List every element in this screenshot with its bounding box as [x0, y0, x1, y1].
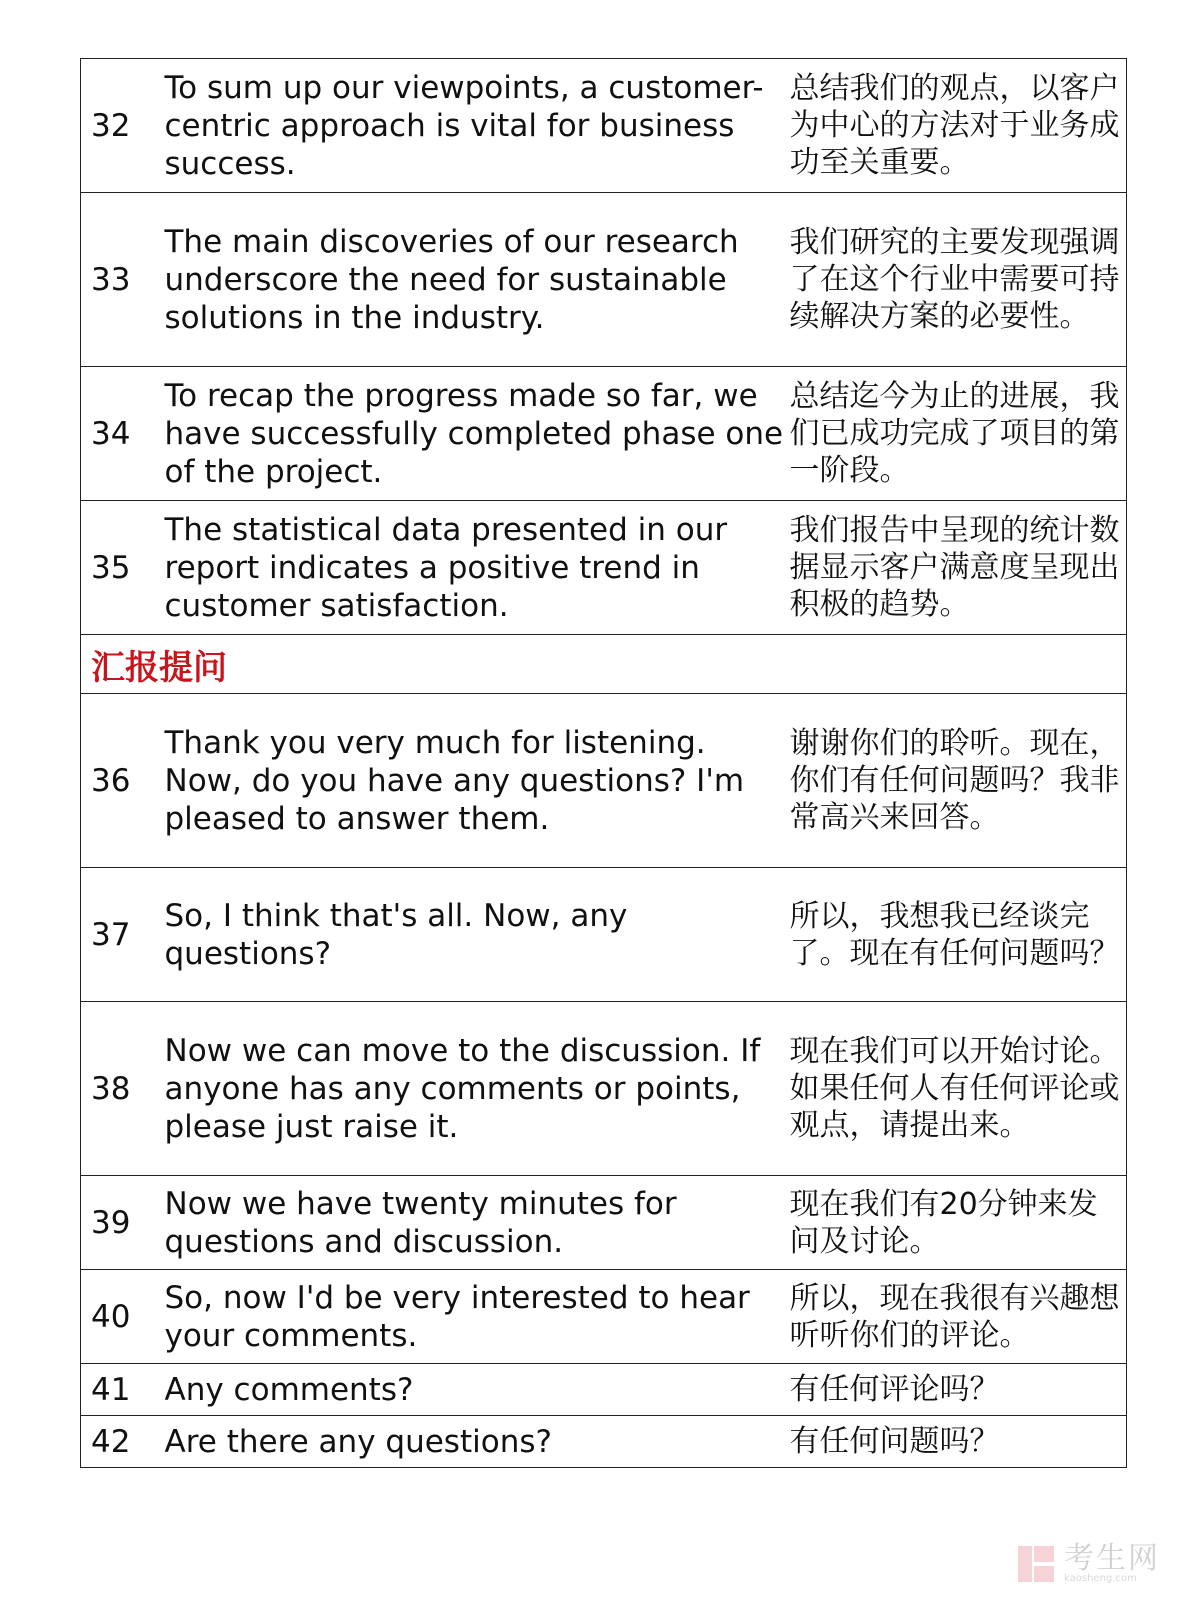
row-number: 34 — [81, 367, 165, 501]
chinese-translation: 总结我们的观点，以客户为中心的方法对于业务成功至关重要。 — [790, 59, 1127, 193]
row-number: 42 — [81, 1416, 165, 1468]
english-phrase: So, now I'd be very interested to hear your comments. — [165, 1270, 790, 1364]
chinese-translation: 有任何评论吗？ — [790, 1364, 1127, 1416]
row-number: 38 — [81, 1002, 165, 1176]
chinese-translation: 现在我们有20分钟来发问及讨论。 — [790, 1176, 1127, 1270]
chinese-translation: 有任何问题吗？ — [790, 1416, 1127, 1468]
english-phrase: So, I think that's all. Now, any questions? — [165, 868, 790, 1002]
english-phrase: Thank you very much for listening. Now, do you have any questions? I'm pleased to answer them. — [165, 694, 790, 868]
row-number: 33 — [81, 193, 165, 367]
table-row — [81, 1270, 1127, 1364]
chinese-translation: 所以，现在我很有兴趣想听听你们的评论。 — [790, 1270, 1127, 1364]
table-row — [81, 868, 1127, 1002]
phrase-table — [80, 58, 1127, 1468]
row-number: 40 — [81, 1270, 165, 1364]
chinese-translation: 总结迄今为止的进展，我们已成功完成了项目的第一阶段。 — [790, 367, 1127, 501]
table-row — [81, 501, 1127, 635]
table-row — [81, 1416, 1127, 1468]
english-phrase: The statistical data presented in our report indicates a positive trend in customer satisfaction. — [165, 501, 790, 635]
chinese-translation: 现在我们可以开始讨论。如果任何人有任何评论或观点，请提出来。 — [790, 1002, 1127, 1176]
chinese-translation: 所以，我想我已经谈完了。现在有任何问题吗？ — [790, 868, 1127, 1002]
watermark-cn: 考生网 — [1064, 1541, 1160, 1576]
watermark — [1016, 1541, 1160, 1584]
watermark-en: kaosheng.com — [1064, 1573, 1137, 1584]
table-row — [81, 1002, 1127, 1176]
english-phrase: Any comments? — [165, 1364, 790, 1416]
row-number: 41 — [81, 1364, 165, 1416]
row-number: 32 — [81, 59, 165, 193]
section-header-row — [81, 635, 1127, 694]
table-row — [81, 1176, 1127, 1270]
chinese-translation: 我们报告中呈现的统计数据显示客户满意度呈现出积极的趋势。 — [790, 501, 1127, 635]
kaosheng-logo-icon — [1016, 1544, 1056, 1584]
english-phrase: To recap the progress made so far, we have successfully completed phase one of the project. — [165, 367, 790, 501]
english-phrase: Are there any questions? — [165, 1416, 790, 1468]
table-row — [81, 367, 1127, 501]
table-row — [81, 59, 1127, 193]
row-number: 35 — [81, 501, 165, 635]
english-phrase: To sum up our viewpoints, a customer-centric approach is vital for business success. — [165, 59, 790, 193]
row-number: 39 — [81, 1176, 165, 1270]
table-row — [81, 193, 1127, 367]
chinese-translation: 我们研究的主要发现强调了在这个行业中需要可持续解决方案的必要性。 — [790, 193, 1127, 367]
row-number: 36 — [81, 694, 165, 868]
english-phrase: The main discoveries of our research underscore the need for sustainable solutions in the industry. — [165, 193, 790, 367]
english-phrase: Now we have twenty minutes for questions and discussion. — [165, 1176, 790, 1270]
table-row — [81, 1364, 1127, 1416]
chinese-translation: 谢谢你们的聆听。现在，你们有任何问题吗？我非常高兴来回答。 — [790, 694, 1127, 868]
section-title: 汇报提问 — [81, 635, 1127, 694]
table-row — [81, 694, 1127, 868]
row-number: 37 — [81, 868, 165, 1002]
english-phrase: Now we can move to the discussion. If anyone has any comments or points, please just raise it. — [165, 1002, 790, 1176]
